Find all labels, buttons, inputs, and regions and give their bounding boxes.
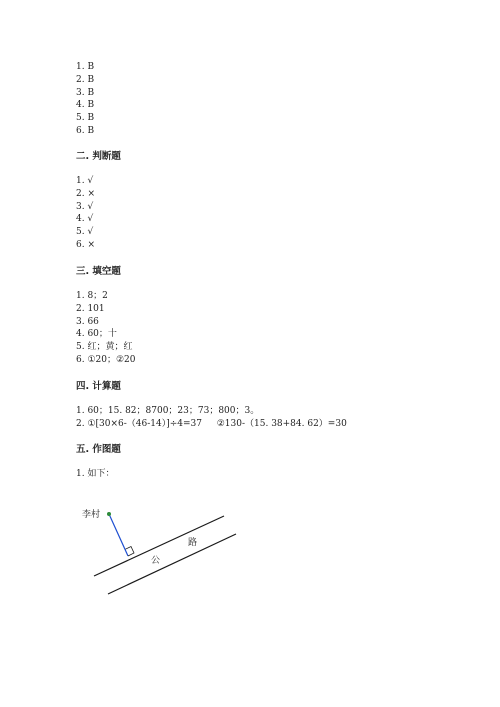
road-label-char-1: 公	[151, 556, 161, 566]
fill-blank-answers	[76, 290, 136, 367]
fill-blank-answer-1: 1. 8；2	[76, 291, 108, 301]
section-heading-drawing: 五. 作图题	[76, 444, 121, 455]
fill-blank-answer-5: 5. 红；黄；红	[76, 342, 133, 353]
choice-answer-5: 5. B	[76, 113, 95, 124]
road-label-char-2: 路	[188, 538, 198, 548]
fill-blank-answer-4: 4. 60；十	[76, 329, 117, 340]
choice-answer-4: 4. B	[76, 100, 95, 111]
drawing-answers	[76, 468, 114, 481]
calculation-answer-2: 2. ①[30×6-（46-14）]÷4=37 ②130-（15. 38+84. 62）=30	[76, 418, 347, 429]
judgement-answer-3: 3. √	[76, 201, 94, 212]
judgement-answer-6: 6. ×	[76, 239, 95, 250]
choice-answer-3: 3. B	[76, 87, 95, 98]
section-heading-calculation: 四. 计算题	[76, 381, 121, 392]
road-perpendicular-figure	[76, 500, 256, 605]
choice-answer-6: 6. B	[76, 125, 95, 136]
perpendicular-segment	[109, 514, 128, 556]
road-edge-lower	[108, 534, 236, 594]
village-point	[107, 512, 111, 516]
choice-answer-1: 1. B	[76, 62, 95, 72]
judgement-answer-4: 4. √	[76, 214, 94, 225]
calculation-answers	[76, 405, 347, 431]
section-heading-judgement: 二. 判断题	[76, 151, 121, 162]
calculation-answer-1: 1. 60；15. 82；8700；23；73；800；3。	[76, 406, 260, 416]
judgement-answer-1: 1. √	[76, 176, 94, 186]
judgement-answer-5: 5. √	[76, 227, 94, 238]
fill-blank-answer-2: 2. 101	[76, 303, 105, 314]
section-heading-fill-blank: 三. 填空题	[76, 266, 121, 277]
fill-blank-answer-6: 6. ①20；②20	[76, 354, 136, 365]
village-label: 李村	[82, 510, 101, 520]
fill-blank-answer-3: 3. 66	[76, 316, 99, 327]
drawing-answer-1: 1. 如下：	[76, 469, 115, 479]
judgement-answers	[76, 175, 95, 252]
judgement-answer-2: 2. ×	[76, 188, 95, 199]
choice-answers	[76, 61, 94, 138]
choice-answer-2: 2. B	[76, 74, 95, 85]
